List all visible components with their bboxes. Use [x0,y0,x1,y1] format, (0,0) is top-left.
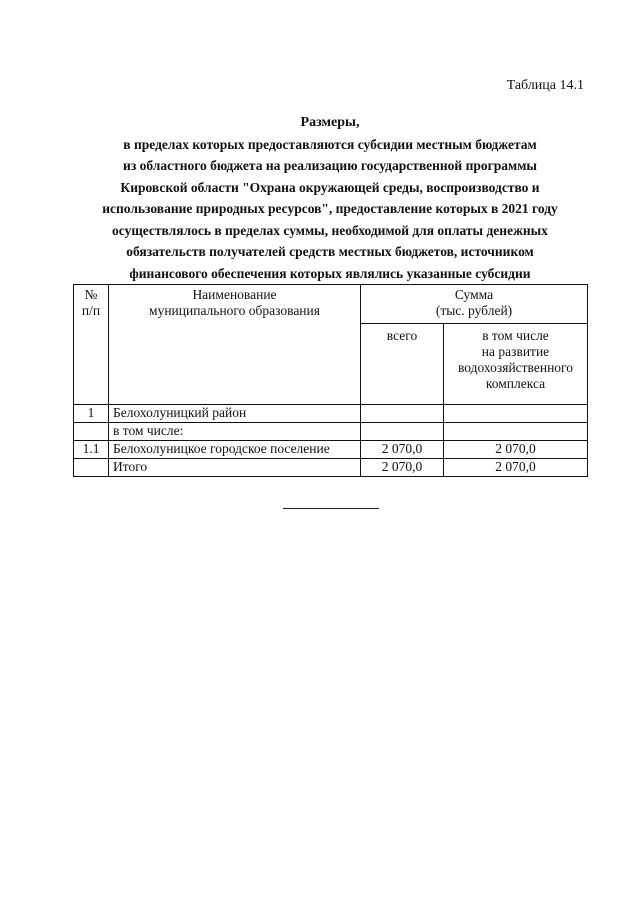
row-number [74,423,109,441]
document-title [60,112,600,284]
table-number-label: Таблица 14.1 [506,78,584,93]
row-number: 1 [74,405,109,423]
header-number-line2: п/п [81,303,101,318]
header-water-cell [444,324,588,405]
header-name-line1: Наименование [192,287,277,302]
table-header-row [74,285,588,324]
row-number: 1.1 [74,441,109,459]
header-sum-line1: Сумма [454,287,494,302]
header-total-cell: всего [361,324,444,405]
row-water: 2 070,0 [444,459,588,477]
header-sum-cell [361,285,588,324]
table-row-total [74,459,588,477]
row-name: в том числе: [109,423,361,441]
row-total: 2 070,0 [361,441,444,459]
title-line: использование природных ресурсов", предоставление которых в 2021 году [102,201,558,216]
title-line: Кировской области "Охрана окружающей среды, воспроизводство и [120,179,540,195]
header-name-cell [109,285,361,405]
row-water [444,405,588,423]
header-water-line2: на развитие [481,344,550,359]
table-row [74,423,588,441]
table-row [74,441,588,459]
header-water-line1: в том числе [482,328,549,343]
row-total: 2 070,0 [361,459,444,477]
end-separator-line [283,508,379,509]
row-water [444,423,588,441]
title-line: из областного бюджета на реализацию государственной программы [123,158,537,173]
title-line: в пределах которых предоставляются субсидии местным бюджетам [123,136,537,152]
title-heading: Размеры, [300,115,360,130]
table-row [74,405,588,423]
header-name-line2: муниципального образования [149,303,320,318]
row-total [361,423,444,441]
row-name: Белохолуницкое городское поселение [109,441,361,459]
row-name: Итого [109,459,361,477]
header-water-line3: водохозяйственного [457,360,573,375]
title-line: осуществлялось в пределах суммы, необходимой для оплаты денежных [112,222,548,238]
row-name: Белохолуницкий район [109,405,361,423]
header-number-cell [74,285,109,405]
subsidy-table [73,284,588,477]
row-number [74,459,109,477]
row-total [361,405,444,423]
header-sum-line2: (тыс. рублей) [435,303,513,318]
title-line: финансового обеспечения которых являлись указанные субсидии [129,265,531,281]
row-water: 2 070,0 [444,441,588,459]
header-number-line1: № [84,287,98,302]
title-line: обязательств получателей средств местных бюджетов, источником [126,244,534,259]
header-water-line4: комплекса [485,376,546,391]
